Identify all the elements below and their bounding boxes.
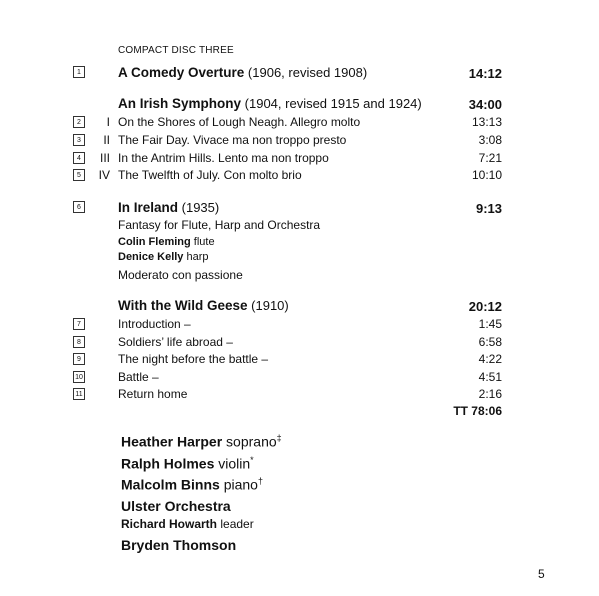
total-time: TT 78:06 [453, 404, 502, 418]
movement-roman: II [103, 133, 110, 147]
work-duration: 9:13 [475, 201, 502, 216]
soloist-instrument: flute [193, 236, 215, 248]
performer-name: Bryden Thomson [121, 537, 237, 553]
movement-text: The Twelfth of July. Con molto brio [118, 168, 302, 182]
section-text: Soldiers’ life abroad – [118, 335, 233, 349]
section-duration: 2:16 [478, 387, 502, 401]
section-duration: 1:45 [478, 317, 502, 331]
performer-name: Heather Harper [121, 433, 223, 450]
performer-name: Ralph Holmes [121, 455, 215, 472]
soloist-name: Colin Fleming [118, 236, 191, 248]
work-title: A Comedy Overture [118, 65, 245, 80]
section-duration: 6:58 [478, 335, 502, 349]
work-title: With the Wild Geese [118, 298, 248, 313]
performer-line [121, 455, 254, 472]
track-number-box: 7 [73, 318, 85, 330]
movement-roman: I [106, 115, 110, 129]
track-number-box: 6 [73, 201, 85, 213]
section-text: Introduction – [118, 317, 191, 331]
track-number-box: 3 [73, 134, 85, 146]
movement-duration: 7:21 [478, 151, 502, 165]
performer-name: Ulster Orchestra [121, 498, 231, 514]
section-text: Return home [118, 387, 188, 401]
section-text: Battle – [118, 370, 159, 384]
movement-text: The Fair Day. Vivace ma non troppo presto [118, 133, 347, 147]
work-title-line [118, 200, 219, 215]
section-text: The night before the battle – [118, 352, 269, 366]
movement-text: In the Antrim Hills. Lento ma non troppo [118, 151, 329, 165]
movement-roman: IV [98, 168, 110, 182]
track-number-box: 4 [73, 152, 85, 164]
performer-role: violin [218, 455, 251, 472]
performer-mark: ‡ [276, 433, 282, 443]
work-subtitle: Fantasy for Flute, Harp and Orchestra [118, 218, 321, 232]
movement-duration: 10:10 [471, 168, 502, 182]
track-number-box: 10 [73, 371, 85, 383]
track-number-box: 1 [73, 66, 85, 78]
work-title-line [118, 298, 289, 313]
performer-name: Richard Howarth [121, 517, 218, 531]
movement-duration: 3:08 [478, 133, 502, 147]
track-number-box: 5 [73, 169, 85, 181]
performer-line [121, 498, 231, 514]
performer-line [121, 476, 263, 493]
performer-role: soprano [226, 433, 277, 450]
work-title-line [118, 65, 367, 80]
performer-mark: * [250, 455, 254, 465]
section-duration: 4:51 [478, 370, 502, 384]
work-date: (1935) [181, 200, 220, 215]
soloist-instrument: harp [186, 251, 209, 263]
work-duration: 14:12 [468, 66, 502, 81]
work-date: (1904, revised 1915 and 1924) [244, 96, 422, 111]
work-date: (1910) [251, 298, 289, 313]
work-date: (1906, revised 1908) [247, 65, 368, 80]
work-title-line [118, 96, 422, 111]
track-number-box: 11 [73, 388, 85, 400]
performer-mark: † [257, 476, 263, 486]
tempo-marking: Moderato con passione [118, 268, 243, 282]
track-number-box: 8 [73, 336, 85, 348]
performer-role: piano [223, 476, 258, 493]
movement-roman: III [99, 151, 110, 165]
disc-heading: COMPACT DISC THREE [118, 45, 234, 56]
soloist-line [118, 251, 209, 263]
track-number-box: 9 [73, 353, 85, 365]
work-title: In Ireland [118, 200, 179, 215]
performer-line [121, 433, 282, 450]
performer-line [121, 517, 254, 531]
performer-line [121, 537, 236, 553]
performer-name: Malcolm Binns [121, 476, 220, 493]
performer-role: leader [220, 517, 254, 531]
work-duration: 20:12 [468, 299, 502, 314]
section-duration: 4:22 [478, 352, 502, 366]
work-title: An Irish Symphony [118, 96, 242, 111]
work-duration: 34:00 [468, 97, 502, 112]
movement-text: On the Shores of Lough Neagh. Allegro molto [118, 115, 361, 129]
soloist-name: Denice Kelly [118, 251, 184, 263]
track-number-box: 2 [73, 116, 85, 128]
movement-duration: 13:13 [471, 115, 502, 129]
soloist-line [118, 236, 215, 248]
page-number: 5 [538, 567, 545, 581]
